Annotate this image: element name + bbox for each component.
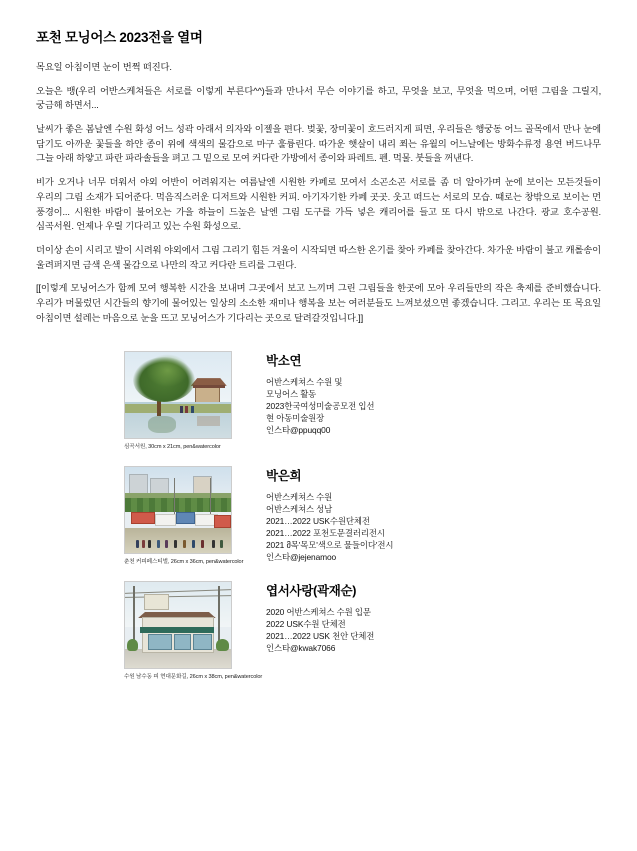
artist-bio-line: 2023한국여성미술공모전 입선	[266, 401, 375, 412]
artist-name-1: 박소연	[266, 354, 302, 369]
artist-bio-line: 현 아동미술원장	[266, 413, 325, 424]
artist-bio-line: 모닝어스 활동	[266, 389, 317, 400]
paragraph-1: 목요일 아침이면 눈이 번쩍 떠진다.	[36, 62, 172, 72]
artwork-caption-3: 수원 남수동 피 현대문화길, 26cm x 38cm, pen&watercolor	[124, 674, 263, 681]
artist-bio-line: 2021 მ목'목모'색으로 물들이다'전시	[266, 540, 394, 550]
artist-bio-line: 2021…2022 USK 천안 단체전	[266, 631, 375, 642]
artwork-column	[36, 466, 244, 566]
artist-info	[230, 466, 601, 564]
artist-bio-line: 어반스케쳐스 수원 및	[266, 377, 343, 388]
artwork-image-3	[124, 581, 232, 669]
paragraph-2: 오늘은 뱅(우리 어반스케쳐들은 서로를 이렇게 부른다^^)들과 만나서 무슨 이야기를 하고, 무엇을 보고, 무엇을 먹으며, 어떤 그림을 그릴지, 궁금해 하면서...	[36, 85, 601, 111]
artwork-caption-2: 춘천 커피페스티벌, 26cm x 36cm, pen&watercolor	[124, 559, 244, 566]
artist-bio-line: 2020 어반스케쳐스 수원 입문	[266, 607, 371, 618]
artist-bio-line: 2021…2022 USK수원단체전	[266, 516, 370, 527]
paragraph-4: 비가 오거나 너무 더워서 야외 어반이 어려워지는 여름날엔 시원한 카페로 모여서 소곤소곤 서로를 좀 더 알아가며 눈에 보이는 모든것들이 우리의 그림 소재가 되어준다. 먹음직스러운 디저트와 시원한 커피. 아기자기한 카페 곳곳. 웃고 떠드는 서로의 모습. 때로는 창밖으로 보이는 먼 풍경이... 시원한 바람이 불어오는 가을 하늘이 드높은 날엔 그림 도구를 가득 넣은 캐리어를 들고 또 다시 밖으로 나간다. 광교 호수공원. 심곡서원. 언제나 우릴 기다리고 있는 수원 화성으로.	[36, 177, 601, 232]
artist-bio-line: 어반스케쳐스 수원	[266, 492, 333, 503]
gallery	[36, 351, 601, 680]
artwork-column	[36, 351, 230, 450]
artist-bio-line: 인스타@kwak7066	[266, 643, 336, 654]
paragraph-5: 더이상 손이 시리고 발이 시려워 야외에서 그림 그리기 힘든 겨울이 시작되면 따스한 온기를 찾아 카페를 찾아간다. 차가운 바람이 불고 캐롤송이 울려퍼지면 금색 은색 물감으로 나만의 작고 커다란 트리를 그린다.	[36, 244, 601, 270]
gallery-entry	[36, 466, 601, 565]
artwork-column	[36, 581, 263, 681]
paragraph-6: [[이렇게 모닝어스가 함께 모여 행복한 시간을 보내며 그곳에서 보고 느끼며 그린 그림들을 한곳에 모아 우리들만의 작은 축제를 준비했습니다. 우리가 머물렀던 시간들의 향기에 물어있는 일상의 소소한 재미나 행복을 보는 여러분들도 느껴보셨으면 좋겠습니다. 그리고. 우리는 또 목요일 아침이면 설레는 마음으로 눈을 뜨고 모닝어스가 기다리는 곳으로 달려갈것입니다.]]	[36, 283, 601, 323]
artist-bio-line: 2021…2022 포천도문결러리전시	[266, 528, 385, 539]
artist-bio-line: 2022 USK수원 단체전	[266, 619, 346, 630]
artist-bio-line: 인스타@jejenamoo	[266, 551, 337, 562]
artwork-image-1	[124, 351, 232, 439]
artist-name-2: 박은희	[266, 469, 302, 484]
artist-info	[230, 351, 601, 437]
paragraph-3: 날씨가 좋은 봄날엔 수원 화성 어느 성곽 아래서 의자와 이젤을 편다. 벚꽃, 장미꽃이 흐드러지게 피면, 우리들은 행궁동 어느 골목에서 만나 눈에 담기도 아까운 꽃들을 하얀 종이 위에 색색의 물감으로 마구 훌륭린다. 따가운 햇살이 내리 쬐는 유월의 어느날에는 방화수류정 용연 버드나무 그늘 아래 하얗고 파란 파라솔들을 펴고 그 밑으로 모여 커다란 가방에서 종이와 파레트. 펜. 먹물. 붓들을 꺼낸다.	[36, 124, 601, 164]
artist-info	[230, 581, 601, 655]
page-title: 포천 모닝어스 2023전을 열며	[36, 30, 203, 45]
artist-bio-line: 인스타@ppuqq00	[266, 425, 331, 435]
artist-name-3: 엽서사랑(곽재순)	[266, 584, 357, 599]
artist-bio-line: 어반스케쳐스 성남	[266, 504, 333, 515]
artwork-image-2	[124, 466, 232, 554]
gallery-entry	[36, 581, 601, 680]
artwork-caption-1: 심곡서원, 30cm x 21cm, pen&watercolor	[124, 444, 221, 451]
gallery-entry	[36, 351, 601, 450]
